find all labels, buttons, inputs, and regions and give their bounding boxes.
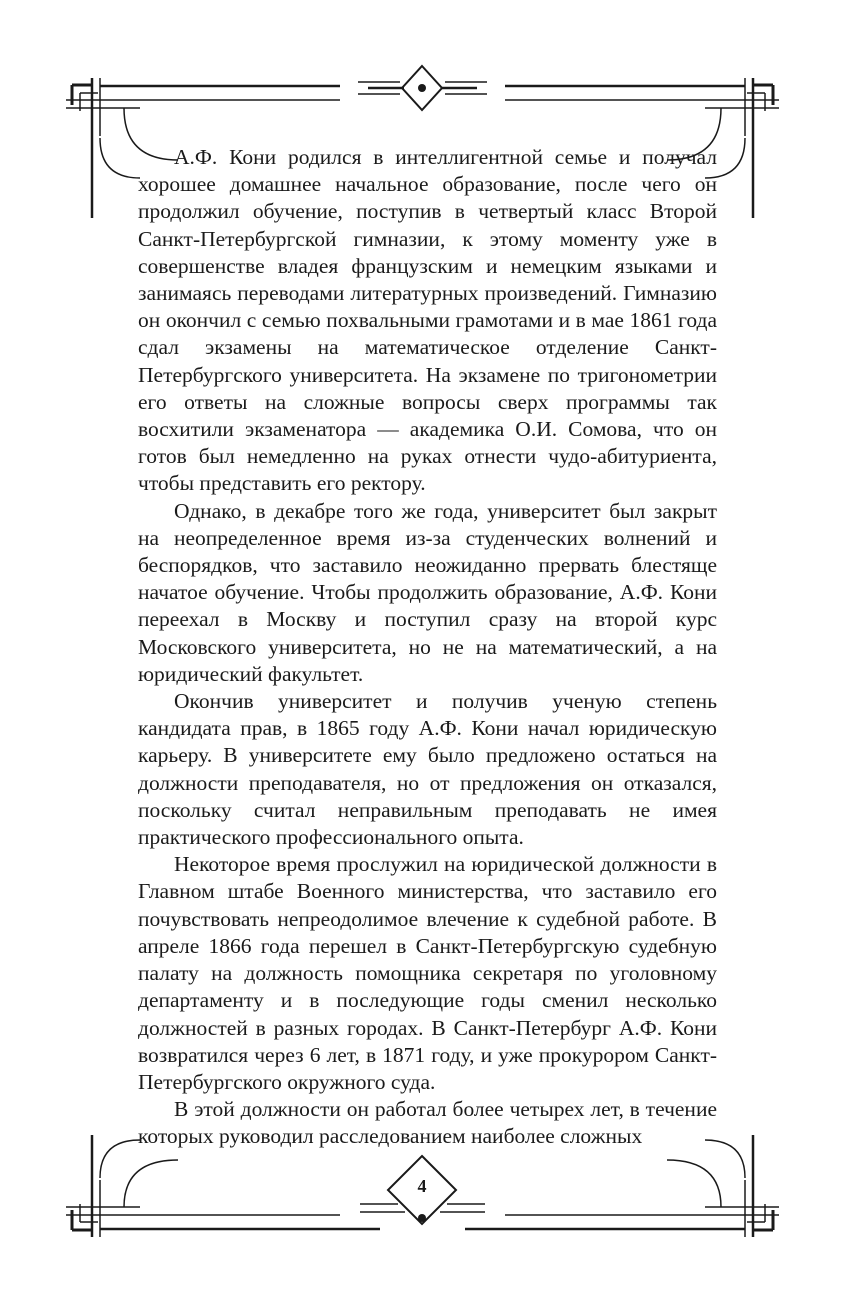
paragraph: Некоторое время прослужил на юридической должности в Главном штабе Военного министерства, что заставило его почувствовать непреодолимое влечение к судебной работе. В апреле 1866 года перешел в Санкт-Петербургскую судебную палату на должность помощника секретаря по уголовному департаменту и в последующие годы сменил несколько должностей в разных городах. В Санкт-Петербург А.Ф. Кони возвратился через 6 лет, в 1871 году, и уже прокурором Санкт-Петербургского окружного суда. (138, 852, 717, 1094)
top-center-ornament (358, 66, 487, 110)
paragraph: В этой должности он работал более четырех лет, в течение которых руководил расследованием наиболее сложных (138, 1097, 717, 1149)
body-text (138, 144, 717, 1151)
page-number: 4 (417, 1176, 427, 1196)
paragraph: Окончив университет и получив ученую степень кандидата прав, в 1865 году А.Ф. Кони начал юридическую карьеру. В университете ему было предложено остаться на должности преподавателя, но от предложения он отказался, поскольку считал неправильным преподавать не имея практического профессионального опыта. (138, 689, 717, 850)
paragraph: Однако, в декабре того же года, университет был закрыт на неопределенное время из-за студенческих волнений и беспорядков, что заставило неожиданно прервать блестяще начатое обучение. Чтобы продолжить образование, А.Ф. Кони переехал в Москву и поступил сразу на второй курс Московского университета, но не на математический, а на юридический факультет. (138, 498, 717, 686)
paragraph: А.Ф. Кони родился в интеллигентной семье и получал хорошее домашнее начальное образование, после чего он продолжил обучение, поступив в четвертый класс Второй Санкт-Петербургской гимназии, к этому моменту уже в совершенстве владея французским и немецким языками и занимаясь переводами литературных произведений. Гимназию он окончил с семью похвальными грамотами и в мае 1861 года сдал экзамены на математическое отделение Санкт-Петербургского университета. На экзамене по тригонометрии его ответы на сложные вопросы сверх программы так восхитили экзаменатора — академика О.И. Сомова, что он готов был немедленно на руках отнести чудо-абитуриента, чтобы представить его ректору. (138, 145, 717, 496)
